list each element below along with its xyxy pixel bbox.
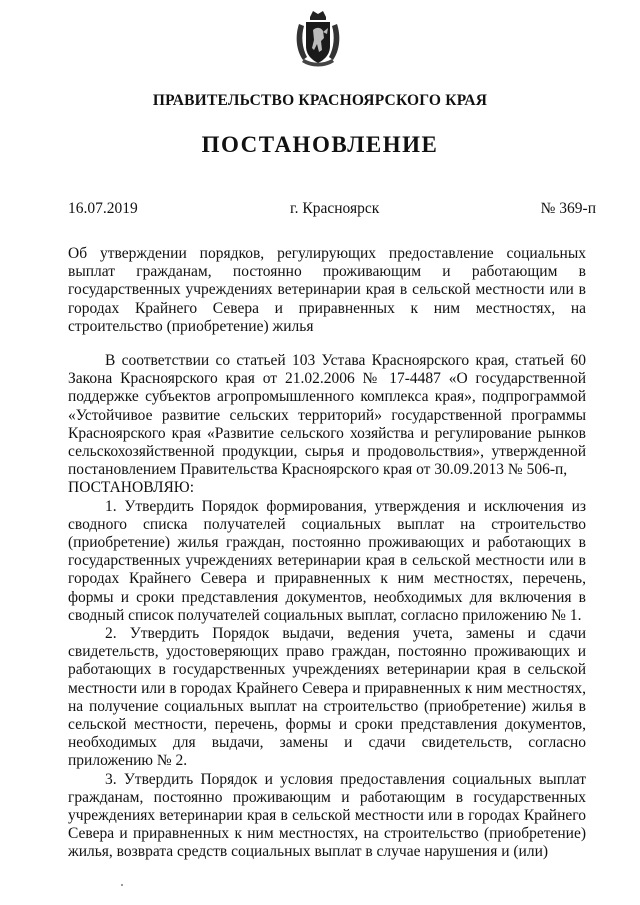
item-3-paragraph: 3. Утвердить Порядок и условия предоставления социальных выплат гражданам, постоянно проживающим и работающим в государственных учреждениях ветеринарии края в сельской местности или в городах Крайнего Севера и приравненных к ним местностях, на строительство (приобретение) жилья, возврата средств социальных выплат в случае нарушения и (или) (68, 770, 586, 861)
preamble-paragraph: В соответствии со статьей 103 Устава Красноярского края, статьей 60 Закона Красноярского края от 21.02.2006 № 17-4487 «О государственной поддержке субъектов агропромышленного комплекса края», подпрограммой «Устойчивое развитие сельских территорий» государственной программы Красноярского края «Развитие сельского хозяйства и регулирование рынков сельскохозяйственной продукции, сырья и продовольствия», утвержденной постановлением Правительства Красноярского края от 30.09.2013 № 506-п, (68, 352, 586, 479)
document-type-title: ПОСТАНОВЛЕНИЕ (201, 132, 439, 157)
document-subject: Об утверждении порядков, регулирующих предоставление социальных выплат гражданам, постоянно проживающим и работающим в государственных учреждениях ветеринарии края в сельской местности или в городах Крайнего Севера и приравненных к ним местностях, на строительство (приобретение) жилья (68, 245, 586, 335)
government-name: ПРАВИТЕЛЬСТВО КРАСНОЯРСКОГО КРАЯ (152, 92, 488, 109)
resolution-word: ПОСТАНОВЛЯЮ: (68, 479, 195, 497)
coat-of-arms-emblem (293, 8, 343, 70)
document-number: № 369-п (540, 200, 596, 217)
document-body (68, 352, 586, 862)
item-1-paragraph: 1. Утвердить Порядок формирования, утверждения и исключения из сводного списка получателей социальных выплат на строительство (приобретение) жилья граждан, постоянно проживающих и работающих в государственных учреждениях ветеринарии края в сельской местности или в городах Крайнего Севера и приравненных к ним местностях, перечень, формы и сроки представления документов, необходимых для включения в сводный список получателей социальных выплат, согласно приложению № 1. (68, 497, 586, 624)
document-date: 16.07.2019 (68, 200, 138, 217)
item-2-paragraph: 2. Утвердить Порядок выдачи, ведения учета, замены и сдачи свидетельств, удостоверяющих право граждан, постоянно проживающих и работающих в государственных учреждениях ветеринарии края в сельской местности или в городах Крайнего Севера и приравненных к ним местностях, на получение социальных выплат на строительство (приобретение) жилья в сельской местности, перечень, формы и сроки представления документов, необходимых для выдачи, замены и сдачи свидетельств, согласно приложению № 2. (68, 625, 586, 770)
scan-speck (121, 884, 123, 886)
document-city: г. Красноярск (290, 200, 380, 217)
